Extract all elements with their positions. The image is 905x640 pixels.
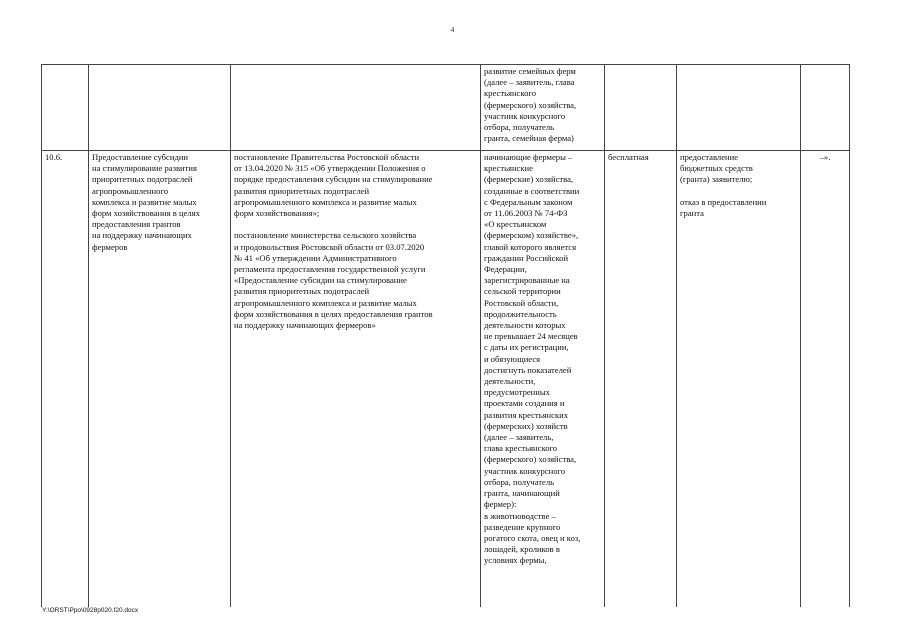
text-line: на стимулирование развития <box>92 163 197 174</box>
text-line: Предоставление субсидии <box>92 152 189 162</box>
text-line: форм хозяйствования в целях предоставления грантов <box>234 308 433 319</box>
cell-number <box>42 65 89 151</box>
services-table <box>41 64 850 607</box>
legal-acts-first <box>234 152 477 219</box>
text-line: и продовольствия Ростовской области от 03.07.2020 <box>234 241 425 252</box>
page-number: 4 <box>450 26 455 34</box>
text-line: проектами создания и <box>484 398 565 409</box>
file-path-footer: Y:\ORST\Ppo\0928p020.f20.docx <box>42 607 139 614</box>
text-line: и обязующиеся <box>484 353 541 364</box>
cell-legal-acts <box>231 65 481 151</box>
text-line: участник конкурсного <box>484 465 566 476</box>
text-line: достигнуть показателей <box>484 364 572 375</box>
text-line: главой которого является <box>484 241 577 252</box>
text-line: форм хозяйствования»; <box>234 208 320 219</box>
text-line: от 13.04.2020 № 315 «Об утверждении Положения о <box>234 163 426 174</box>
text-line: (фермерского) хозяйства, <box>484 454 577 465</box>
text-line: Федерации, <box>484 264 527 275</box>
row-number: 10.6. <box>45 152 63 162</box>
cell-applicants <box>481 65 605 151</box>
text-line: глава крестьянского <box>484 443 558 454</box>
cell-closing <box>801 65 850 151</box>
text-line: агропромышленного комплекса и развитие малых <box>234 196 417 207</box>
text-line: предоставления грантов <box>92 219 181 230</box>
cell-fee <box>605 65 677 151</box>
text-line: постановление министерства сельского хозяйства <box>234 230 417 241</box>
text-line: № 41 «Об утверждении Административного <box>234 252 397 263</box>
cell-result <box>677 65 801 151</box>
text-line: разведение крупного <box>484 521 561 532</box>
cell-applicants <box>481 151 605 607</box>
text-line: гражданин Российской <box>484 252 569 263</box>
cell-service-name <box>89 65 231 151</box>
cell-number <box>42 151 89 607</box>
text-line: комплекса и развитие малых <box>92 196 197 207</box>
text-line: «О крестьянском <box>484 219 547 230</box>
text-line: (фермерского) хозяйства, <box>484 99 577 110</box>
text-line: развитие семейных ферм <box>484 66 576 76</box>
text-line: развития приоритетных подотраслей <box>234 185 370 196</box>
text-line: крестьянские <box>484 163 533 174</box>
text-line: с даты их регистрации, <box>484 342 569 353</box>
text-line: (фермерском) хозяйстве», <box>484 230 579 241</box>
text-line: агропромышленного комплекса и развитие малых <box>234 297 417 308</box>
text-line: деятельности которых <box>484 320 566 331</box>
applicants-lines <box>484 66 601 144</box>
text-line: крестьянского <box>484 88 536 99</box>
text-line: предоставление <box>680 152 739 162</box>
text-line: развития крестьянских <box>484 409 569 420</box>
text-line: (далее – заявитель, <box>484 432 554 443</box>
text-line: гранта <box>680 208 704 218</box>
text-line: деятельности, <box>484 376 536 387</box>
result-first <box>680 152 797 186</box>
text-line: постановление Правительства Ростовской области <box>234 152 420 162</box>
text-line: лошадей, кроликов в <box>484 544 560 555</box>
cell-result <box>677 151 801 607</box>
cell-closing <box>801 151 850 607</box>
text-line: порядке предоставления субсидии на стимулирование <box>234 174 433 185</box>
applicants-lines <box>484 152 601 567</box>
text-line: «Предоставление субсидии на стимулирование <box>234 275 407 286</box>
text-line: (фермерских) хозяйств <box>484 420 568 431</box>
text-line: (далее – заявитель, глава <box>484 77 575 88</box>
text-line: приоритетных подотраслей <box>92 174 193 185</box>
text-line: отказ в предоставлении <box>680 196 767 207</box>
text-line: гранта, семейная ферма) <box>484 133 574 144</box>
closing-mark: –». <box>819 152 831 162</box>
text-line: на поддержку начинающих фермеров» <box>234 320 376 331</box>
cell-legal-acts <box>231 151 481 607</box>
text-line: в животноводстве – <box>484 510 556 521</box>
text-line: Ростовской области, <box>484 297 559 308</box>
text-line: бюджетных средств <box>680 163 753 174</box>
text-line: созданные в соответствии <box>484 185 580 196</box>
text-line: (гранта) заявителю; <box>680 174 753 185</box>
table-row-10-6 <box>42 151 850 607</box>
text-line: форм хозяйствования в целях <box>92 208 200 219</box>
service-name-lines <box>92 152 227 253</box>
cell-service-name <box>89 151 231 607</box>
fee-text: бесплатная <box>608 152 649 162</box>
text-line: предусмотренных <box>484 387 550 398</box>
text-line: не превышает 24 месяцев <box>484 331 578 342</box>
text-line: рогатого скота, овец и коз, <box>484 532 581 543</box>
text-line: отбора, получатель <box>484 122 555 133</box>
text-line: начинающие фермеры – <box>484 152 573 162</box>
text-line: с Федеральным законом <box>484 196 573 207</box>
text-line: отбора, получатель <box>484 476 555 487</box>
text-line: регламента предоставления государственной услуги <box>234 264 426 275</box>
text-line: условиях фермы, <box>484 555 547 566</box>
text-line: фермеров <box>92 241 128 252</box>
text-line: участник конкурсного <box>484 110 566 121</box>
text-line: от 11.06.2003 № 74-ФЗ <box>484 208 568 219</box>
text-line: продолжительность <box>484 308 557 319</box>
result-second <box>680 197 797 219</box>
text-line: на поддержку начинающих <box>92 230 192 241</box>
text-line: (фермерские) хозяйства, <box>484 174 574 185</box>
cell-fee <box>605 151 677 607</box>
text-line: агропромышленного <box>92 185 168 196</box>
text-line: развития приоритетных подотраслей <box>234 286 370 297</box>
table-row-continued <box>42 65 850 151</box>
text-line: зарегистрированные на <box>484 275 570 286</box>
text-line: сельской территории <box>484 286 561 297</box>
legal-acts-second <box>234 230 477 331</box>
text-line: фермер): <box>484 499 517 510</box>
text-line: гранта, начинающий <box>484 488 560 499</box>
